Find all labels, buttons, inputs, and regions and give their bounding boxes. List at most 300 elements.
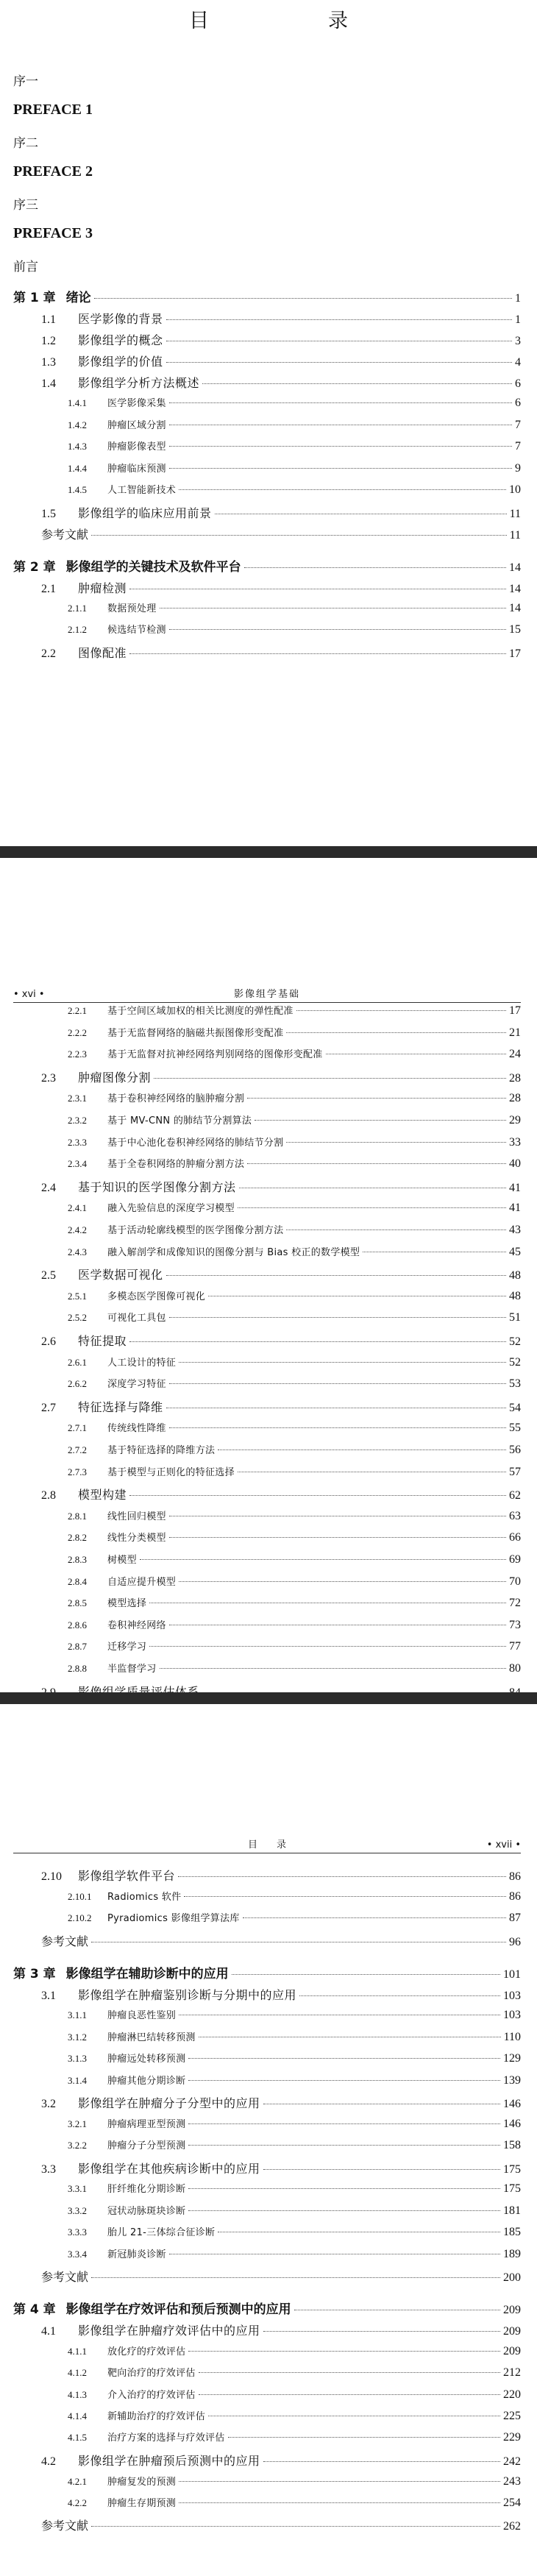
toc-entry-number: 3.2: [41, 2098, 56, 2110]
toc-entry-section[interactable]: [68, 1464, 521, 1479]
toc-entry-section[interactable]: [68, 395, 521, 410]
toc-entry-number: 第 4 章: [13, 2302, 56, 2317]
toc-entry-title: 树模型: [107, 1555, 137, 1566]
toc-entry-title: 冠状动脉斑块诊断: [107, 2205, 186, 2217]
toc-entry-page-number: 7: [515, 440, 521, 453]
toc-entry-number: 2.8.8: [68, 1663, 87, 1674]
toc-entry-title: 肿瘤复发的预测: [107, 2476, 177, 2488]
toc-entry-title: 介入治疗的疗效评估: [107, 2389, 196, 2401]
toc-entry-page-number: 262: [503, 2520, 521, 2533]
toc-entry-title: 影像组学在疗效评估和预后预测中的应用: [65, 2302, 291, 2317]
dot-leader: [94, 298, 512, 299]
toc-entry-number: 2.2.1: [68, 1005, 87, 1016]
toc-entry-page-number: 80: [509, 1662, 521, 1675]
toc-entry-number: 1.4.1: [68, 397, 87, 408]
toc-entry-title: 肿瘤区域分割: [107, 419, 166, 431]
toc-entry-number: 1.4.5: [68, 484, 87, 495]
toc-entry-title: 自适应提升模型: [107, 1576, 177, 1588]
toc-entry-number: 2.8: [41, 1489, 56, 1502]
toc-entry-number: 2.4.3: [68, 1246, 87, 1257]
toc-entry-page-number: 33: [509, 1135, 521, 1149]
toc-entry-page-number: 14: [509, 582, 521, 595]
toc-entry-number: 3.3.2: [68, 2204, 87, 2216]
toc-entry-number: 3.3.1: [68, 2183, 87, 2195]
toc-entry-title: 基于知识的医学图像分割方法: [78, 1179, 236, 1194]
dot-leader: [188, 2351, 500, 2352]
toc-entry-section[interactable]: [68, 1025, 521, 1040]
dot-leader: [149, 1646, 506, 1647]
front-matter-item[interactable]: 序三: [13, 198, 38, 213]
dot-leader: [243, 1917, 506, 1918]
toc-entry-number: 1.5: [41, 507, 56, 520]
dot-leader: [166, 362, 512, 363]
toc-entry-title: 放化疗的疗效评估: [107, 2346, 186, 2357]
toc-entry-section[interactable]: [68, 417, 521, 432]
toc-entry-title: 基于全卷积网络的肿瘤分割方法: [107, 1159, 245, 1171]
toc-entry-title: 人工智能新技术: [107, 485, 177, 496]
dot-leader: [91, 2277, 500, 2278]
dot-leader: [244, 567, 506, 568]
toc-entry-page-number: 6: [515, 377, 521, 390]
toc-entry-title: 影像组学的临床应用前景: [78, 505, 212, 520]
toc-entry-page-number: 41: [509, 1202, 521, 1215]
toc-entry-number: 2.7.2: [68, 1444, 87, 1455]
dot-leader: [179, 2502, 500, 2503]
toc-entry-section[interactable]: [68, 1508, 521, 1523]
toc-entry-title: 模型构建: [78, 1488, 127, 1502]
toc-entry-title: 肿瘤分子分型预测: [107, 2140, 186, 2152]
toc-entry-number: 3.1.4: [68, 2074, 87, 2086]
front-matter-item[interactable]: PREFACE 1: [13, 102, 93, 118]
toc-entry-section[interactable]: [68, 1530, 521, 1544]
toc-entry-title: 半监督学习: [107, 1664, 157, 1675]
toc-entry-section[interactable]: [41, 374, 521, 391]
toc-entry-section[interactable]: [68, 1910, 521, 1925]
toc-entry-number: 3.1: [41, 1989, 56, 2002]
toc-entry-title: 参考文献: [41, 1934, 89, 1948]
toc-entry-number: 4.2: [41, 2455, 56, 2468]
toc-entry-section[interactable]: [68, 1090, 521, 1105]
toc-entry-number: 3.3: [41, 2162, 56, 2176]
toc-entry-number: 2.7.1: [68, 1422, 87, 1434]
toc-entry-title: 肿瘤其他分期诊断: [107, 2075, 186, 2087]
toc-entry-section[interactable]: [68, 1288, 521, 1303]
toc-entry-title: 迁移学习: [107, 1642, 147, 1653]
toc-entry-page-number: 175: [503, 2162, 521, 2176]
toc-entry-section[interactable]: [41, 1986, 521, 2003]
toc-entry-references[interactable]: [41, 2516, 521, 2533]
toc-entry-number: 2.10: [41, 1870, 62, 1883]
toc-entry-page-number: 175: [503, 2182, 521, 2196]
toc-entry-page-number: 17: [509, 647, 521, 660]
toc-entry-section[interactable]: [68, 622, 521, 636]
toc-entry-title: 影像组学在肿瘤预后预测中的应用: [78, 2453, 260, 2468]
toc-entry-page-number: 52: [509, 1355, 521, 1369]
toc-entry-title: 肿瘤图像分割: [78, 1070, 152, 1085]
toc-entry-title: 候选结节检测: [107, 625, 166, 636]
toc-entry-number: 2.4.2: [68, 1224, 87, 1235]
toc-entry-page-number: 15: [509, 623, 521, 636]
toc-entry-page-number: 220: [503, 2388, 521, 2401]
toc-entry-section[interactable]: [68, 2029, 521, 2044]
toc-entry-number: 4.2.2: [68, 2497, 87, 2508]
page-header-center: 目 录: [247, 1839, 286, 1851]
toc-entry-section[interactable]: [68, 1617, 521, 1632]
toc-entry-number: 2.1.1: [68, 602, 87, 614]
toc-entry-title: 传统线性降维: [107, 1423, 166, 1435]
toc-entry-section[interactable]: [68, 2387, 521, 2402]
toc-entry-section[interactable]: [68, 600, 521, 615]
toc-entry-section[interactable]: [68, 1046, 521, 1061]
toc-entry-chapter[interactable]: [13, 287, 521, 305]
toc-entry-section[interactable]: [41, 579, 521, 596]
toc-page-2: [0, 858, 537, 1692]
toc-entry-page-number: 11: [509, 507, 521, 520]
toc-entry-title: 模型选择: [107, 1598, 147, 1610]
toc-entry-page-number: 70: [509, 1575, 521, 1588]
toc-entry-page-number: 28: [509, 1092, 521, 1105]
toc-entry-page-number: 86: [509, 1870, 521, 1883]
toc-entry-title: 基于无监督对抗神经网络判别网络的图像形变配准: [107, 1049, 323, 1061]
toc-entry-section[interactable]: [68, 2408, 521, 2423]
toc-entry-page-number: 87: [509, 1912, 521, 1925]
toc-entry-references[interactable]: [41, 2268, 521, 2285]
dot-leader: [91, 535, 507, 536]
toc-entry-section[interactable]: [68, 2224, 521, 2239]
toc-entry-title: 影像组学在肿瘤疗效评估中的应用: [78, 2324, 260, 2338]
toc-entry-page-number: 40: [509, 1157, 521, 1171]
toc-entry-page-number: 54: [509, 1401, 521, 1414]
toc-entry-page-number: 77: [509, 1640, 521, 1653]
toc-entry-section[interactable]: [68, 2495, 521, 2510]
toc-entry-number: 2.6.1: [68, 1356, 87, 1368]
dot-leader: [188, 2188, 500, 2189]
front-matter-item[interactable]: 前言: [13, 260, 38, 274]
toc-entry-title: 基于无监督网络的脑磁共振图像形变配准: [107, 1027, 284, 1039]
toc-entry-title: 胎儿 21-三体综合征诊断: [107, 2227, 216, 2239]
toc-entry-page-number: 14: [509, 601, 521, 614]
dot-leader: [179, 1581, 506, 1582]
toc-entry-title: 特征选择与降维: [78, 1399, 163, 1414]
dot-leader: [255, 1120, 506, 1121]
toc-entry-title: 基于卷积神经网络的脑肿瘤分割: [107, 1093, 245, 1105]
toc-entry-section[interactable]: [68, 1574, 521, 1589]
toc-entry-page-number: 10: [509, 483, 521, 496]
toc-entry-number: 2.8.4: [68, 1575, 87, 1587]
toc-entry-section[interactable]: [41, 1332, 521, 1349]
toc-entry-page-number: 185: [503, 2226, 521, 2239]
toc-entry-section[interactable]: [68, 2116, 521, 2131]
toc-entry-section[interactable]: [68, 2246, 521, 2261]
toc-entry-title: 影像组学的价值: [78, 355, 163, 369]
toc-entry-references[interactable]: [41, 525, 521, 542]
dot-leader: [247, 1163, 506, 1164]
page-header-left: • xvi •: [13, 989, 45, 1000]
front-matter-item[interactable]: 序二: [13, 136, 38, 151]
toc-entry-title: 影像组学在其他疾病诊断中的应用: [78, 2161, 260, 2176]
toc-entry-section[interactable]: [68, 1156, 521, 1171]
toc-entry-title: 基于特征选择的降维方法: [107, 1445, 216, 1456]
toc-entry-title: 可视化工具包: [107, 1313, 166, 1324]
toc-entry-section[interactable]: [68, 2203, 521, 2218]
toc-entry-page-number: 242: [503, 2455, 521, 2468]
toc-entry-page-number: 48: [509, 1289, 521, 1302]
toc-entry-section[interactable]: [41, 1068, 521, 1085]
toc-entry-title: 基于空间区域加权的相关比测度的弹性配准: [107, 1006, 294, 1017]
toc-entry-section[interactable]: [41, 1867, 521, 1884]
toc-entry-title: 图像配准: [78, 645, 127, 660]
toc-entry-number: 第 1 章: [13, 291, 56, 305]
dot-leader: [140, 1559, 506, 1560]
dot-leader: [179, 489, 506, 490]
dot-leader: [129, 1341, 506, 1342]
dot-leader: [166, 1275, 506, 1276]
toc-entry-title: 深度学习特征: [107, 1379, 166, 1391]
toc-entry-number: 2.10.1: [68, 1890, 92, 1902]
toc-entry-page-number: 7: [515, 418, 521, 431]
toc-entry-chapter[interactable]: [13, 2299, 521, 2317]
toc-entry-number: 2.10.2: [68, 1912, 92, 1924]
dot-leader: [286, 1032, 506, 1033]
toc-entry-section[interactable]: [68, 439, 521, 453]
toc-entry-title: 医学影像采集: [107, 398, 166, 409]
toc-entry-page-number: 146: [503, 2098, 521, 2110]
toc-entry-number: 第 3 章: [13, 1966, 56, 1981]
toc-entry-section[interactable]: [68, 1135, 521, 1149]
page-header: [13, 986, 521, 1003]
toc-entry-title: 影像组学的关键技术及软件平台: [65, 559, 241, 575]
toc-entry-section[interactable]: [68, 2430, 521, 2444]
toc-entry-section[interactable]: [41, 2321, 521, 2338]
toc-entry-section[interactable]: [68, 2474, 521, 2488]
toc-entry-number: 2.3: [41, 1071, 56, 1085]
toc-entry-title: 线性回归模型: [107, 1511, 166, 1522]
dot-leader: [188, 2123, 500, 2124]
toc-entry-section[interactable]: [41, 310, 521, 327]
toc-entry-section[interactable]: [68, 1420, 521, 1435]
toc-entry-page-number: 110: [503, 2030, 521, 2043]
toc-entry-section[interactable]: [68, 1442, 521, 1457]
toc-entry-title: 肿瘤良恶性鉴别: [107, 2010, 177, 2022]
dot-leader: [188, 2210, 500, 2211]
toc-entry-number: 4.1.1: [68, 2345, 87, 2357]
toc-entry-page-number: 229: [503, 2431, 521, 2444]
toc-title: 目 录: [189, 10, 374, 32]
dot-leader: [296, 1010, 506, 1011]
toc-entry-chapter[interactable]: [13, 1963, 521, 1981]
toc-entry-section[interactable]: [68, 2343, 521, 2358]
toc-entry-title: 肿瘤远处转移预测: [107, 2054, 186, 2065]
toc-entry-section[interactable]: [68, 482, 521, 497]
toc-entry-section[interactable]: [68, 1889, 521, 1903]
toc-entry-page-number: 69: [509, 1553, 521, 1566]
toc-entry-page-number: 200: [503, 2271, 521, 2284]
dot-leader: [238, 1207, 506, 1208]
toc-entry-page-number: 41: [509, 1181, 521, 1194]
dot-leader: [169, 1317, 506, 1318]
toc-entry-section[interactable]: [68, 1222, 521, 1237]
toc-entry-page-number: 43: [509, 1224, 521, 1236]
toc-entry-title: 多模态医学图像可视化: [107, 1291, 206, 1302]
toc-entry-page-number: 63: [509, 1509, 521, 1522]
dot-leader: [188, 2058, 500, 2059]
front-matter-item[interactable]: PREFACE 3: [13, 225, 93, 241]
toc-entry-section[interactable]: [68, 1355, 521, 1369]
dot-leader: [299, 1995, 500, 1996]
toc-entry-page-number: 209: [503, 2304, 521, 2316]
dot-leader: [178, 1876, 506, 1877]
toc-entry-section[interactable]: [68, 1595, 521, 1610]
toc-entry-number: 3.3.3: [68, 2226, 87, 2238]
toc-entry-page-number: 6: [515, 397, 521, 409]
front-matter-item[interactable]: PREFACE 2: [13, 163, 93, 180]
toc-entry-title: 肿瘤淋巴结转移预测: [107, 2032, 196, 2043]
toc-entry-page-number: 129: [503, 2052, 521, 2065]
toc-entry-section[interactable]: [68, 2007, 521, 2022]
toc-entry-page-number: 29: [509, 1114, 521, 1126]
toc-entry-title: 影像组学软件平台: [78, 1869, 176, 1883]
toc-entry-page-number: 11: [509, 528, 521, 542]
toc-entry-number: 2.1: [41, 582, 56, 595]
front-matter-item[interactable]: 序一: [13, 74, 38, 89]
toc-entry-page-number: 86: [509, 1890, 521, 1903]
toc-entry-section[interactable]: [68, 2365, 521, 2380]
toc-entry-section[interactable]: [68, 1244, 521, 1259]
toc-entry-number: 4.1.5: [68, 2432, 87, 2444]
toc-entry-section[interactable]: [41, 2094, 521, 2111]
toc-entry-page-number: 225: [503, 2410, 521, 2422]
toc-entry-number: 2.8.7: [68, 1641, 87, 1653]
toc-entry-page-number: 101: [503, 1968, 521, 1981]
toc-entry-number: 2.7: [41, 1401, 56, 1414]
toc-entry-title: 新冠肺炎诊断: [107, 2249, 166, 2260]
toc-entry-title: 融入解剖学和成像知识的图像分割与 Bias 校正的数学模型: [107, 1246, 360, 1258]
toc-entry-page-number: 3: [515, 335, 521, 347]
toc-entry-title: 基于中心池化卷积神经网络的肺结节分割: [107, 1137, 284, 1149]
page-header-center: 影像组学基础: [233, 989, 300, 1000]
toc-entry-title: 绪论: [65, 291, 91, 305]
toc-entry-number: 4.2.1: [68, 2475, 87, 2487]
toc-entry-page-number: 1: [515, 313, 521, 326]
toc-entry-number: 3.2.1: [68, 2118, 87, 2129]
dot-leader: [247, 1098, 506, 1099]
toc-entry-title: 基于 MV-CNN 的肺结节分割算法: [107, 1115, 252, 1126]
toc-entry-section[interactable]: [68, 1552, 521, 1566]
toc-entry-page-number: 181: [503, 2204, 521, 2217]
toc-entry-section[interactable]: [68, 1376, 521, 1391]
toc-entry-number: 1.4.2: [68, 419, 87, 430]
toc-entry-section[interactable]: [41, 644, 521, 661]
dot-leader: [232, 1974, 500, 1975]
toc-entry-page-number: 28: [509, 1071, 521, 1085]
toc-entry-section[interactable]: [68, 2181, 521, 2196]
toc-entry-title: 肿瘤检测: [78, 581, 127, 595]
toc-entry-section[interactable]: [68, 1661, 521, 1675]
toc-entry-section[interactable]: [68, 1639, 521, 1653]
toc-entry-section[interactable]: [68, 2073, 521, 2087]
toc-entry-section[interactable]: [41, 1398, 521, 1415]
toc-entry-number: 2.7.3: [68, 1466, 87, 1477]
toc-entry-title: 治疗方案的选择与疗效评估: [107, 2433, 225, 2444]
toc-entry-section[interactable]: [68, 461, 521, 475]
toc-entry-title: 肿瘤临床预测: [107, 463, 166, 475]
toc-entry-page-number: 9: [515, 461, 521, 475]
dot-leader: [129, 1495, 506, 1496]
toc-entry-page-number: 72: [509, 1597, 521, 1610]
toc-entry-number: 1.4: [41, 377, 56, 390]
toc-entry-section[interactable]: [68, 1113, 521, 1127]
toc-entry-title: 影像组学在肿瘤分子分型中的应用: [78, 2096, 260, 2110]
toc-entry-number: 2.2: [41, 647, 56, 660]
toc-entry-page-number: 139: [503, 2073, 521, 2087]
toc-entry-page-number: 254: [503, 2497, 521, 2509]
toc-entry-title: 人工设计的特征: [107, 1357, 177, 1369]
toc-entry-page-number: 1: [515, 292, 521, 305]
toc-entry-title: 靶向治疗的疗效评估: [107, 2368, 196, 2380]
toc-entry-number: 2.8.3: [68, 1554, 87, 1565]
toc-entry-page-number: 51: [509, 1311, 521, 1324]
toc-entry-number: 1.4.4: [68, 462, 87, 474]
toc-entry-page-number: 103: [503, 1989, 521, 2002]
toc-entry-section[interactable]: [41, 1486, 521, 1502]
toc-entry-page-number: 56: [509, 1444, 521, 1456]
toc-entry-section[interactable]: [68, 1310, 521, 1324]
toc-entry-title: 影像组学在辅助诊断中的应用: [65, 1966, 229, 1981]
toc-entry-title: 线性分类模型: [107, 1533, 166, 1544]
toc-entry-section[interactable]: [68, 1200, 521, 1215]
toc-entry-section[interactable]: [41, 1178, 521, 1195]
toc-entry-section[interactable]: [41, 1266, 521, 1282]
toc-entry-section[interactable]: [41, 331, 521, 348]
toc-entry-number: 1.3: [41, 356, 56, 369]
toc-entry-section[interactable]: [41, 2160, 521, 2176]
toc-entry-title: 参考文献: [41, 527, 89, 542]
toc-entry-page-number: 48: [509, 1269, 521, 1282]
toc-entry-title: 肝纤维化分期诊断: [107, 2184, 186, 2196]
toc-entry-number: 4.1.2: [68, 2367, 87, 2379]
dot-leader: [228, 2437, 500, 2438]
toc-entry-section[interactable]: [68, 2137, 521, 2152]
toc-entry-title: 特征提取: [78, 1334, 127, 1348]
toc-entry-title: 融入先验信息的深度学习模型: [107, 1203, 235, 1215]
toc-entry-title: 影像组学分析方法概述: [78, 376, 200, 390]
toc-entry-section[interactable]: [68, 2051, 521, 2065]
toc-entry-section[interactable]: [41, 504, 521, 521]
toc-entry-page-number: 17: [509, 1004, 521, 1017]
toc-entry-section[interactable]: [41, 352, 521, 369]
toc-entry-chapter[interactable]: [13, 556, 521, 575]
toc-entry-section[interactable]: [68, 1003, 521, 1018]
toc-page-3: [0, 1704, 537, 2576]
toc-entry-page-number: 189: [503, 2247, 521, 2260]
page-separator: [0, 1692, 537, 1704]
toc-entry-section[interactable]: [41, 2452, 521, 2469]
dot-leader: [169, 629, 506, 630]
toc-entry-page-number: 243: [503, 2474, 521, 2488]
toc-entry-number: 2.8.1: [68, 1510, 87, 1522]
toc-entry-number: 3.2.2: [68, 2140, 87, 2151]
toc-entry-number: 2.3.3: [68, 1136, 87, 1148]
toc-entry-page-number: 55: [509, 1422, 521, 1435]
toc-entry-page-number: 209: [503, 2344, 521, 2357]
dot-leader: [169, 402, 512, 403]
toc-entry-number: 2.3.1: [68, 1093, 87, 1104]
page-header-right: • xvii •: [486, 1839, 521, 1851]
toc-entry-title: 医学影像的背景: [78, 312, 163, 326]
toc-entry-number: 2.2.2: [68, 1026, 87, 1038]
toc-entry-references[interactable]: [41, 1932, 521, 1949]
toc-entry-page-number: 57: [509, 1465, 521, 1478]
